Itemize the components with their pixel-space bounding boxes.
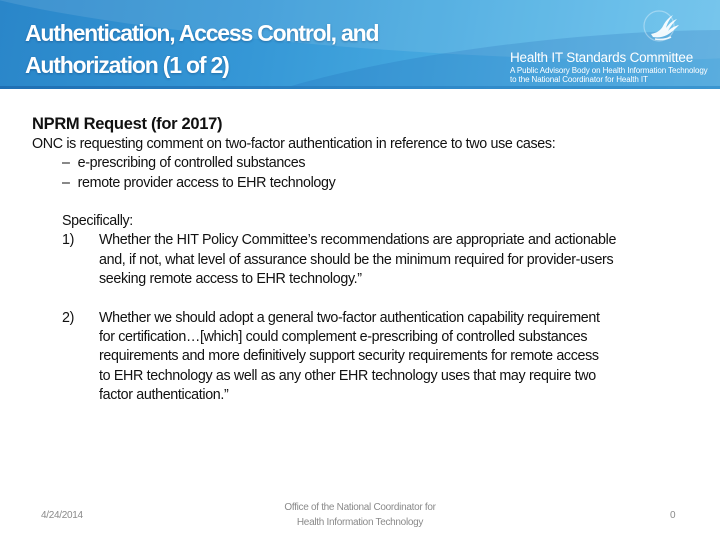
item-line: to EHR technology as well as any other EHR technology uses that may require two — [99, 367, 596, 384]
item-number: 1) — [62, 232, 75, 249]
item-line: and, if not, what level of assurance should be the minimum required for provider-users — [99, 251, 614, 268]
committee-subtitle-line-2: to the National Coordinator for Health IT — [510, 75, 648, 84]
slide-title — [25, 17, 445, 81]
slide-title-line-2: Authorization (1 of 2) — [25, 52, 229, 78]
footer-organization — [210, 500, 510, 530]
item-line: Whether we should adopt a general two-factor authentication capability requirement — [99, 309, 600, 326]
spacer — [32, 289, 682, 308]
item-number: 2) — [62, 309, 75, 326]
footer-org-line-2: Health Information Technology — [296, 517, 424, 528]
numbered-item-2 — [32, 309, 682, 405]
slide-title-line-1: Authentication, Access Control, and — [25, 20, 379, 46]
footer-date: 4/24/2014 — [41, 510, 83, 521]
item-line: seeking remote access to EHR technology.” — [99, 271, 362, 288]
hhs-eagle-logo-icon — [641, 6, 687, 48]
numbered-item-1 — [32, 231, 682, 289]
item-line: requirements and more definitively support security requirements for remote access — [99, 348, 599, 365]
committee-subtitle-line-1: A Public Advisory Body on Health Information Technology — [510, 66, 708, 75]
dash-bullet: – — [62, 174, 70, 191]
use-case-text: remote provider access to EHR technology — [77, 174, 336, 191]
item-line: factor authentication.” — [99, 386, 229, 403]
item-line: Whether the HIT Policy Committee’s recommendations are appropriate and actionable — [99, 232, 617, 249]
intro-text: ONC is requesting comment on two-factor authentication in reference to two use cases: — [32, 136, 556, 152]
item-line: for certification…[which] could complement e-prescribing of controlled substances — [99, 328, 588, 345]
slide-footer — [0, 496, 720, 536]
slide-body — [32, 113, 682, 405]
footer-org-line-1: Office of the National Coordinator for — [284, 502, 436, 513]
use-case-text: e-prescribing of controlled substances — [77, 155, 306, 172]
header-bottom-border — [0, 86, 720, 89]
use-case-item — [32, 154, 682, 173]
footer-page-number: 0 — [670, 510, 676, 521]
spacer — [32, 193, 682, 212]
specifically-label: Specifically: — [62, 213, 133, 230]
dash-bullet: – — [62, 155, 70, 172]
slide-header — [0, 0, 720, 89]
committee-name: Health IT Standards Committee — [510, 50, 694, 65]
section-heading: NPRM Request (for 2017) — [32, 115, 223, 133]
use-case-item — [32, 174, 682, 193]
